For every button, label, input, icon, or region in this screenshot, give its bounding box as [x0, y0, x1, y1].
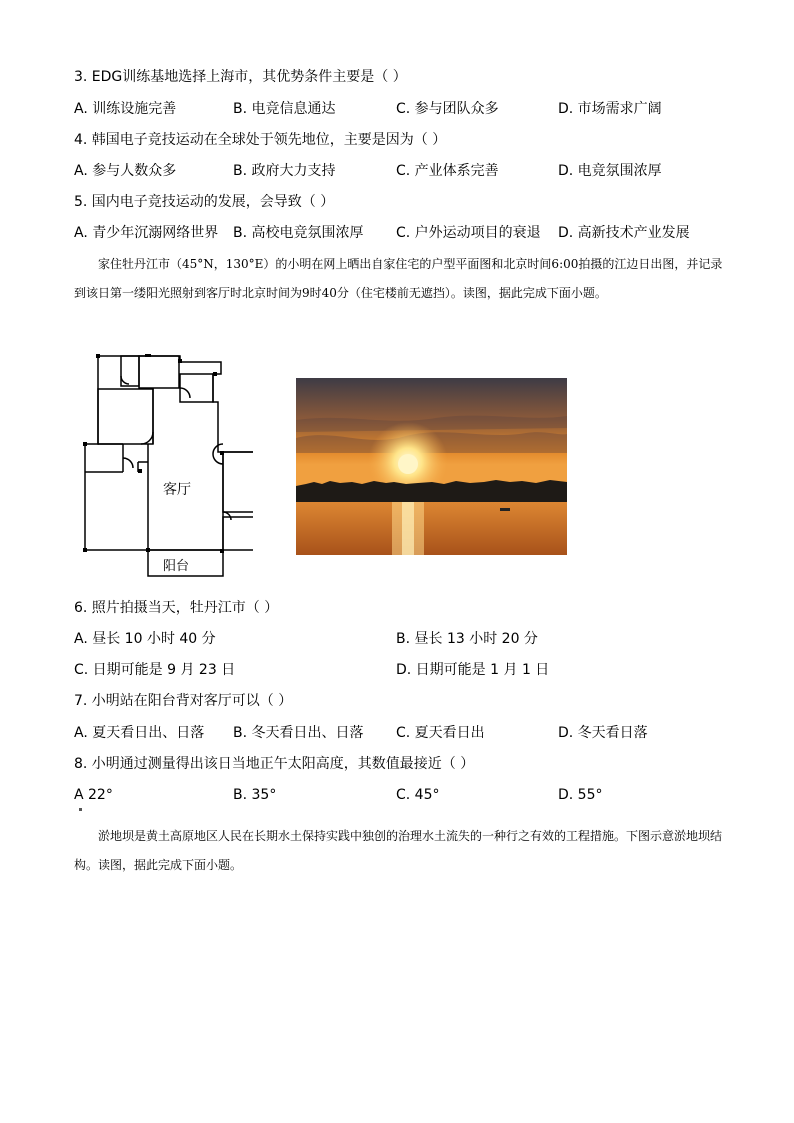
question-3-option-d[interactable]: D. 市场需求广阔: [558, 101, 662, 117]
question-6-option-a[interactable]: A. 昼长 10 小时 40 分: [74, 631, 216, 647]
question-6-option-d[interactable]: D. 日期可能是 1 月 1 日: [396, 662, 550, 678]
question-3-option-b[interactable]: B. 电竞信息通达: [233, 101, 336, 117]
question-5-option-b[interactable]: B. 高校电竞氛围浓厚: [233, 225, 364, 241]
question-4-option-d[interactable]: D. 电竞氛围浓厚: [558, 163, 662, 179]
question-6-option-b[interactable]: B. 昼长 13 小时 20 分: [396, 631, 538, 647]
sunrise-photo: [296, 378, 567, 555]
treeline: [296, 480, 567, 502]
balcony-label: 阳台: [163, 559, 190, 574]
small-boat: [500, 508, 510, 511]
question-8-option-a[interactable]: A 22°: [74, 787, 113, 803]
question-4-option-c[interactable]: C. 产业体系完善: [396, 163, 499, 179]
question-8-stem: 8. 小明通过测量得出该日当地正午太阳高度，其数值最接近（ ）: [74, 756, 475, 772]
floor-plan-diagram: [83, 354, 253, 579]
stray-mark: [79, 808, 82, 811]
question-7-option-a[interactable]: A. 夏天看日出、日落: [74, 725, 205, 741]
question-7-option-c[interactable]: C. 夏天看日出: [396, 725, 485, 741]
river-water: [296, 498, 567, 555]
question-4-option-a[interactable]: A. 参与人数众多: [74, 163, 177, 179]
sun: [398, 454, 418, 474]
question-4-option-b[interactable]: B. 政府大力支持: [233, 163, 336, 179]
question-5-option-a[interactable]: A. 青少年沉溺网络世界: [74, 225, 219, 241]
question-6-option-c[interactable]: C. 日期可能是 9 月 23 日: [74, 662, 236, 678]
living-room-label: 客厅: [163, 482, 191, 498]
question-6-stem: 6. 照片拍摄当天，牡丹江市（ ）: [74, 600, 279, 616]
question-8-option-b[interactable]: B. 35°: [233, 787, 277, 803]
question-3-option-c[interactable]: C. 参与团队众多: [396, 101, 499, 117]
question-7-option-d[interactable]: D. 冬天看日落: [558, 725, 648, 741]
question-8-option-d[interactable]: D. 55°: [558, 787, 603, 803]
question-5-option-d[interactable]: D. 高新技术产业发展: [558, 225, 690, 241]
question-3-option-a[interactable]: A. 训练设施完善: [74, 101, 177, 117]
passage-check-dam-context: 淤地坝是黄土高原地区人民在长期水土保持实践中独创的治理水土流失的一种行之有效的工程措施。下图示意淤地坝结构。读图，据此完成下面小题。: [74, 829, 723, 872]
question-5-option-c[interactable]: C. 户外运动项目的衰退: [396, 225, 541, 241]
question-5-stem: 5. 国内电子竞技运动的发展，会导致（ ）: [74, 194, 335, 210]
question-3-stem: 3. EDG训练基地选择上海市，其优势条件主要是（ ）: [74, 69, 407, 85]
question-8-option-c[interactable]: C. 45°: [396, 787, 440, 803]
question-7-stem: 7. 小明站在阳台背对客厅可以（ ）: [74, 693, 293, 709]
question-7-option-b[interactable]: B. 冬天看日出、日落: [233, 725, 364, 741]
question-4-stem: 4. 韩国电子竞技运动在全球处于领先地位，主要是因为（ ）: [74, 132, 447, 148]
passage-sunrise-context: 家住牡丹江市（45°N，130°E）的小明在网上晒出自家住宅的户型平面图和北京时间6:00拍摄的江边日出图，并记录到该日第一缕阳光照射到客厅时北京时间为9时40分（住宅楼前无遮挡）。读图，据此完成下面小题。: [74, 257, 723, 300]
